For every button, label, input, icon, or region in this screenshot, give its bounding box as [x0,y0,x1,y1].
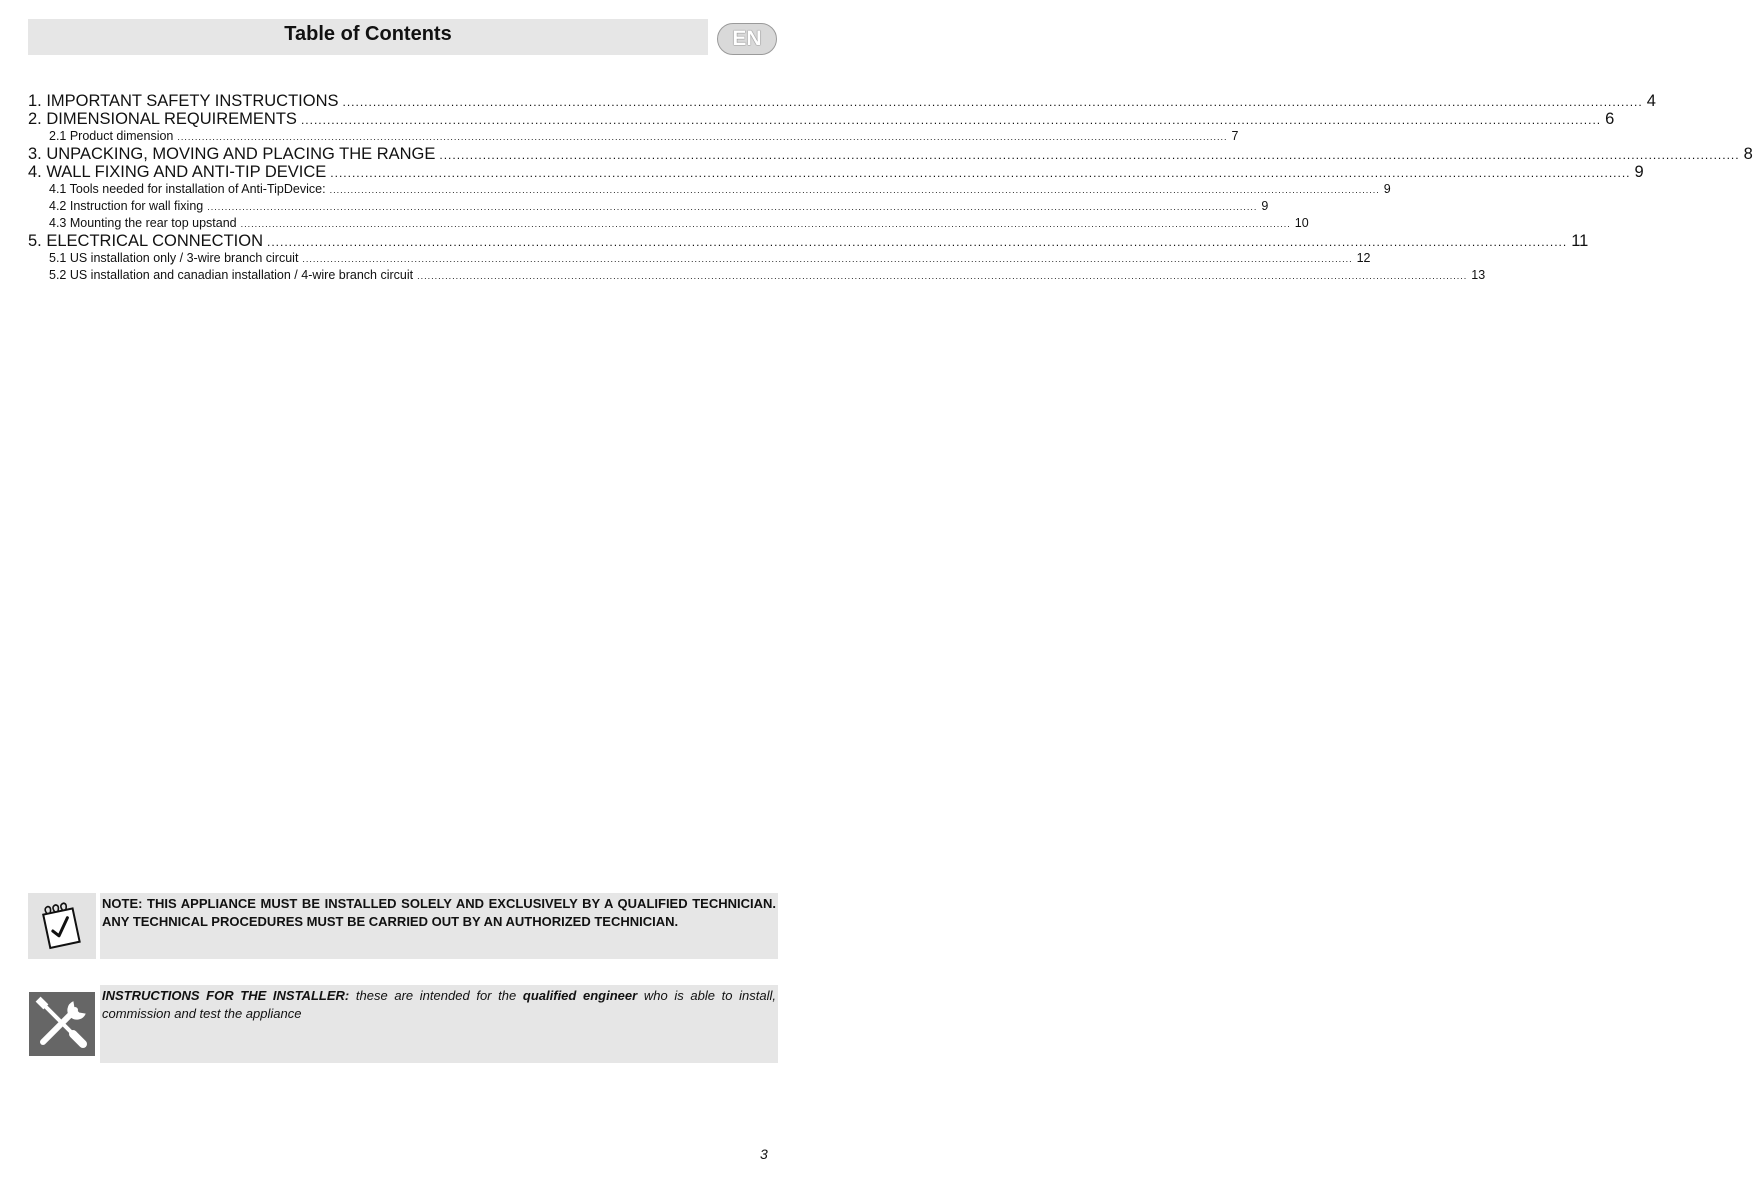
page-title: Table of Contents [284,22,452,45]
toc-entry-page: 13 [1471,268,1486,282]
toc-entry-page: 10 [1294,216,1309,230]
toc-entry [28,232,1589,250]
toc-entry-page: 9 [1634,163,1644,181]
toc-leader-dots: ............................................................................................................................................................................................................................................................................................................ [342,95,1643,109]
toc-entry-title: 4.3 Mounting the rear top upstand [49,216,237,230]
toc-leader-dots: ............................................................................................................................................................................................................................................................................................................ [329,185,1380,195]
toc-subentry [28,181,1391,198]
toc-entry-page: 8 [1743,145,1753,163]
installer-icon-box [28,985,96,1063]
toc-leader-dots: ............................................................................................................................................................................................................................................................................................................ [330,166,1631,180]
toc-entry [28,110,1615,128]
toc-entry-page: 7 [1231,129,1239,143]
notepad-icon [37,901,87,951]
table-of-contents [28,92,1753,284]
toc-entry-title: 3. UNPACKING, MOVING AND PLACING THE RANGE [28,145,436,163]
page-number: 3 [760,1146,768,1162]
installer-text-part1: these are intended for the [349,988,523,1003]
title-bar [28,19,708,55]
toc-entry-title: 5. ELECTRICAL CONNECTION [28,232,264,250]
toc-entry-page: 11 [1571,232,1589,250]
note-box [28,893,778,959]
installer-box [28,985,778,1063]
installer-text-part2: who is able to install, commission and test the appliance [102,988,776,1021]
installer-text [100,985,778,1063]
toc-leader-dots: ............................................................................................................................................................................................................................................................................................................ [417,271,1468,281]
toc-leader-dots: ............................................................................................................................................................................................................................................................................................................ [177,132,1228,142]
toc-subentry [28,267,1486,284]
note-text: NOTE: THIS APPLIANCE MUST BE INSTALLED SOLELY AND EXCLUSIVELY BY A QUALIFIED TECHNICIAN. ANY TECHNICAL PROCEDURES MUST BE CARRIED OUT BY AN AUTHORIZED TECHNICIAN. [100,893,778,959]
toc-entry-page: 12 [1356,251,1371,265]
toc-leader-dots: ............................................................................................................................................................................................................................................................................................................ [267,235,1568,249]
toc-subentry [28,198,1269,215]
toc-entry [28,92,1656,110]
tools-icon [29,992,95,1056]
toc-entry-title: 2.1 Product dimension [49,129,174,143]
toc-entry-page: 4 [1646,92,1656,110]
toc-entry-title: 5.2 US installation and canadian installation / 4-wire branch circuit [49,268,414,282]
toc-entry-title: 4.2 Instruction for wall fixing [49,199,204,213]
toc-leader-dots: ............................................................................................................................................................................................................................................................................................................ [207,202,1258,212]
toc-entry [28,163,1644,181]
toc-leader-dots: ............................................................................................................................................................................................................................................................................................................ [300,113,1602,127]
toc-entry-page: 6 [1605,110,1615,128]
toc-subentry [28,128,1239,145]
note-icon-box [28,893,96,959]
toc-entry [28,145,1753,163]
toc-entry-page: 9 [1383,182,1391,196]
language-badge: EN [717,23,777,55]
toc-entry-page: 9 [1261,199,1269,213]
toc-entry-title: 5.1 US installation only / 3-wire branch circuit [49,251,299,265]
installer-lead: INSTRUCTIONS FOR THE INSTALLER: [102,988,350,1003]
toc-entry-title: 4. WALL FIXING AND ANTI-TIP DEVICE [28,163,327,181]
toc-subentry [28,250,1371,267]
toc-leader-dots: ............................................................................................................................................................................................................................................................................................................ [439,148,1740,162]
toc-leader-dots: ............................................................................................................................................................................................................................................................................................................ [302,254,1353,264]
toc-entry-title: 2. DIMENSIONAL REQUIREMENTS [28,110,297,128]
installer-emphasis: qualified engineer [522,988,638,1003]
toc-entry-title: 1. IMPORTANT SAFETY INSTRUCTIONS [28,92,339,110]
toc-leader-dots: ............................................................................................................................................................................................................................................................................................................ [240,219,1291,229]
toc-entry-title: 4.1 Tools needed for installation of Anti-TipDevice: [49,182,326,196]
toc-subentry [28,215,1309,232]
